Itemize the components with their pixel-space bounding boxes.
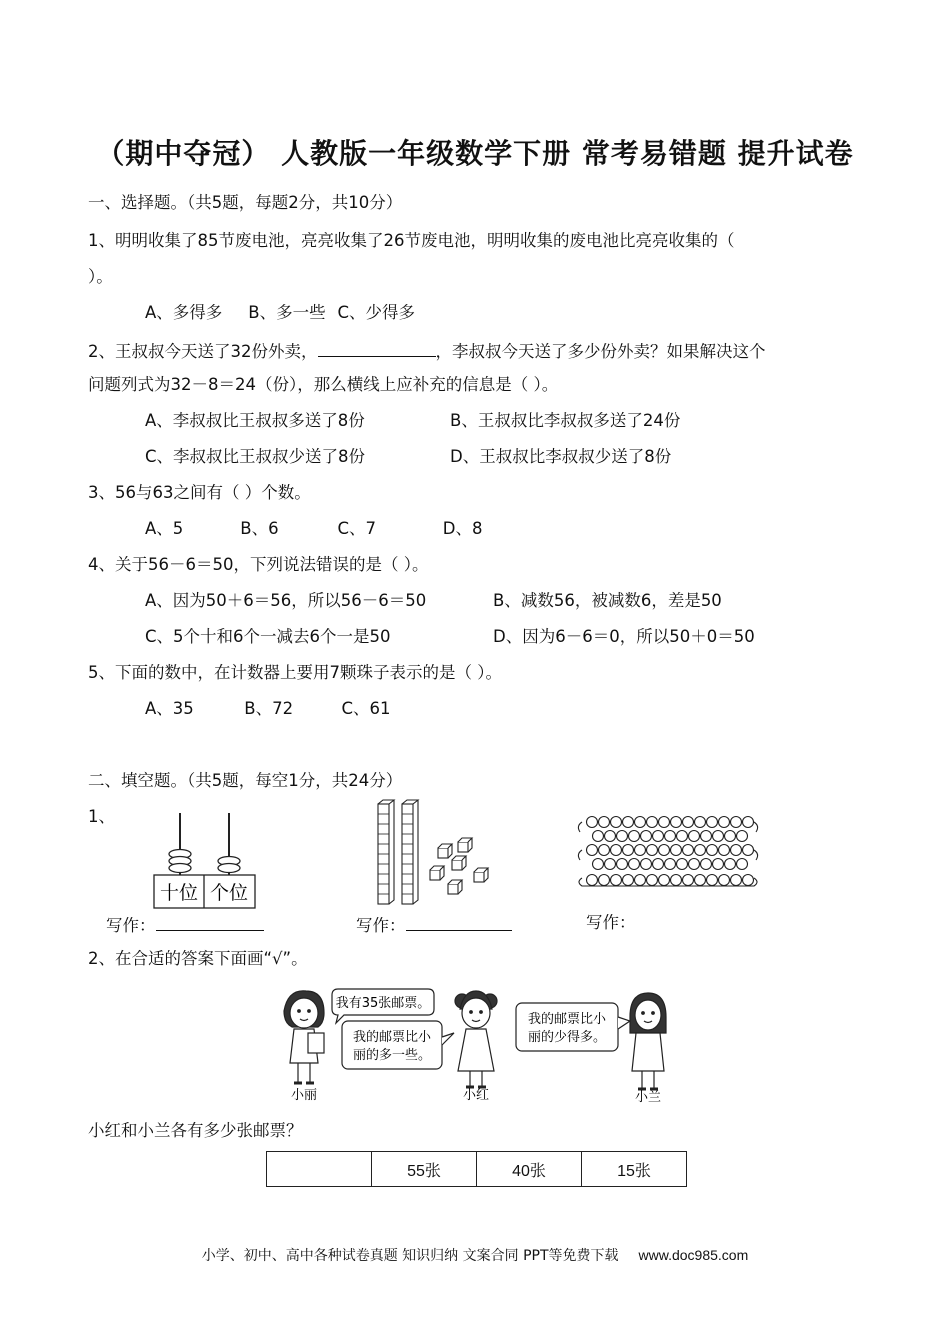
bubble-2-text-line1: 我的邮票比小 xyxy=(352,1030,432,1045)
q5-option-a: A、35 xyxy=(145,699,194,718)
table-cell-55[interactable]: 55张 xyxy=(372,1152,477,1187)
stamp-conversation-illustration xyxy=(278,983,678,1105)
write-answer-3 xyxy=(586,912,636,934)
bead-string xyxy=(578,845,757,861)
unit-cube xyxy=(448,880,462,894)
q2-option-d: D、王叔叔比李叔叔少送了8份 xyxy=(450,447,672,466)
q3-option-d: D、8 xyxy=(442,519,483,538)
unit-cube xyxy=(458,838,472,852)
q2-text-line1 xyxy=(88,338,766,363)
q4-option-c: C、5个十和6个一减去6个一是50 xyxy=(145,627,391,646)
bead-string xyxy=(579,875,757,887)
speech-bubble-1 xyxy=(332,989,434,1023)
speech-bubble-2 xyxy=(342,1021,454,1069)
girl-xiaoli-figure xyxy=(284,991,324,1083)
q3-option-a: A、5 xyxy=(145,519,184,538)
unit-cube xyxy=(452,856,466,870)
abacus-ones-label: 个位 xyxy=(209,882,249,904)
footer xyxy=(0,1245,950,1265)
q4-text: 4、关于56－6＝50，下列说法错误的是（ ）。 xyxy=(88,555,429,574)
q5-option-b: B、72 xyxy=(244,699,294,718)
name-xiaohong: 小红 xyxy=(462,1088,490,1103)
bead-string xyxy=(593,831,748,842)
q3-text: 3、56与63之间有（ ）个数。 xyxy=(88,483,311,502)
bead-string xyxy=(593,859,748,870)
ten-rods xyxy=(378,800,418,904)
girl-xiaolan-figure xyxy=(630,993,666,1089)
speech-bubble-3 xyxy=(516,1003,630,1051)
bead-strings-figure xyxy=(574,808,764,896)
s2-q2-text: 2、在合适的答案下面画“√”。 xyxy=(88,949,308,968)
q5-text: 5、下面的数中，在计数器上要用7颗珠子表示的是（ ）。 xyxy=(88,663,502,682)
q2-text-line2: 问题列式为32－8＝24（份），那么横线上应补充的信息是（ ）。 xyxy=(88,375,559,394)
q2-option-b: B、王叔叔比李叔叔多送了24份 xyxy=(450,411,681,430)
q4-option-b: B、减数56，被减数6，差是50 xyxy=(493,591,722,610)
q1-option-b: B、多一些 xyxy=(248,303,326,322)
write-blank-1[interactable] xyxy=(156,912,264,931)
q4-option-d: D、因为6－6＝0，所以50＋0＝50 xyxy=(493,627,755,646)
base-ten-blocks-figure xyxy=(370,798,495,908)
unit-cube xyxy=(430,866,444,880)
abacus-bead xyxy=(218,864,240,873)
table-cell-40[interactable]: 40张 xyxy=(477,1152,582,1187)
girl-xiaohong-figure xyxy=(455,991,497,1087)
footer-text: 小学、初中、高中各种试卷真题 知识归纳 文案合同 PPT等免费下载 xyxy=(201,1248,619,1264)
table-row xyxy=(267,1152,687,1187)
q3-options xyxy=(145,518,482,540)
write-blank-2[interactable] xyxy=(406,912,512,931)
section1-heading: 一、选择题。（共5题，每题2分，共10分） xyxy=(88,193,403,212)
table-cell-15[interactable]: 15张 xyxy=(582,1152,687,1187)
name-xiaoli: 小丽 xyxy=(290,1088,318,1103)
bubble-1-text: 我有35张邮票。 xyxy=(335,996,431,1011)
q1-option-a: A、多得多 xyxy=(145,303,223,322)
q5-option-c: C、61 xyxy=(341,699,391,718)
write-answer-1 xyxy=(106,912,264,937)
s2-q1-label: 1、 xyxy=(88,807,115,826)
q4-option-a: A、因为50＋6＝56，所以56－6＝50 xyxy=(145,591,427,610)
q2-option-a: A、李叔叔比王叔叔多送了8份 xyxy=(145,411,365,430)
q2-option-c: C、李叔叔比王叔叔少送了8份 xyxy=(145,447,366,466)
bubble-3-text-line1: 我的邮票比小 xyxy=(527,1012,607,1027)
abacus-tens-label: 十位 xyxy=(159,882,199,904)
q1-options xyxy=(145,302,415,324)
bubble-3-text-line2: 丽的少得多。 xyxy=(527,1030,607,1045)
q2-blank-line xyxy=(318,338,436,357)
answer-table xyxy=(266,1151,687,1187)
abacus-bead xyxy=(169,864,191,873)
q3-option-c: C、7 xyxy=(337,519,377,538)
write-label-2: 写作： xyxy=(356,916,406,935)
q1-option-c: C、少得多 xyxy=(337,303,416,322)
section2-heading: 二、填空题。（共5题，每空1分，共24分） xyxy=(88,771,403,790)
q3-option-b: B、6 xyxy=(240,519,279,538)
table-cell-label[interactable] xyxy=(267,1152,372,1187)
q5-options xyxy=(145,698,391,720)
bubble-2-text-line2: 丽的多一些。 xyxy=(352,1048,432,1063)
page-title: （期中夺冠） 人教版一年级数学下册 常考易错题 提升试卷 xyxy=(96,137,854,170)
unit-cube xyxy=(438,844,452,858)
q1-text-line2: ）。 xyxy=(88,267,113,286)
q2-text-part2: ，李叔叔今天送了多少份外卖？如果解决这个 xyxy=(435,342,766,361)
unit-cubes xyxy=(430,838,488,894)
footer-url[interactable]: www.doc985.com xyxy=(638,1247,749,1263)
write-label-1: 写作： xyxy=(106,916,156,935)
abacus-figure xyxy=(140,805,265,913)
unit-cube xyxy=(474,868,488,882)
write-label-3: 写作： xyxy=(586,913,636,932)
q2-text-part1: 2、王叔叔今天送了32份外卖， xyxy=(88,342,318,361)
name-xiaolan: 小兰 xyxy=(634,1090,662,1105)
bead-string xyxy=(578,817,757,833)
q1-text-line1: 1、明明收集了85节废电池，亮亮收集了26节废电池，明明收集的废电池比亮亮收集的（ xyxy=(88,231,735,250)
write-answer-2 xyxy=(356,912,512,937)
s2-q2-question: 小红和小兰各有多少张邮票？ xyxy=(88,1121,303,1140)
